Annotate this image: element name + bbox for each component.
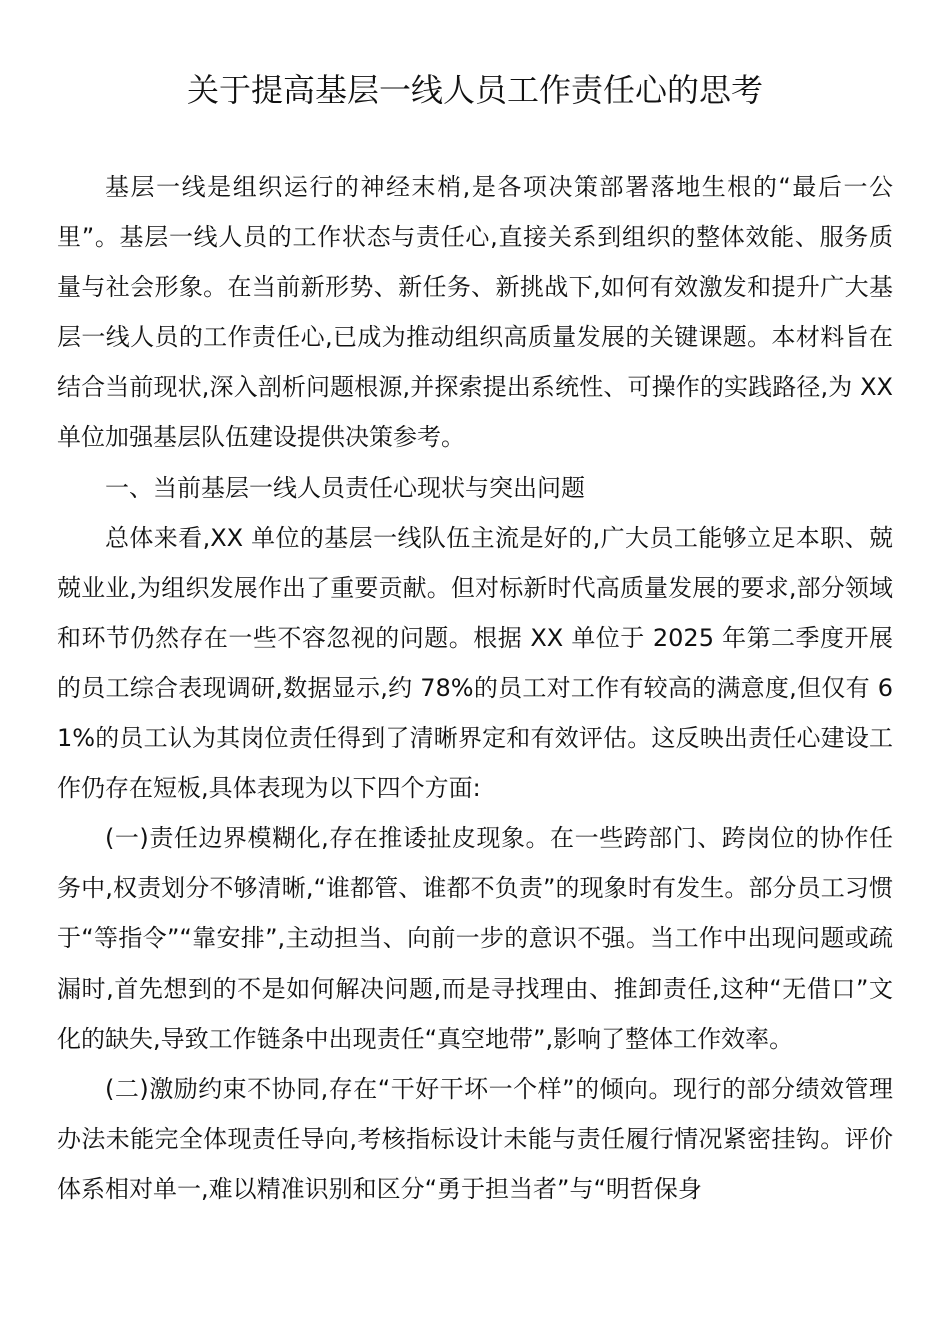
section-heading: 一、当前基层一线人员责任心现状与突出问题 [105,473,585,502]
intro-paragraph: 基层一线是组织运行的神经末梢,是各项决策部署落地生根的“最后一公里”。基层一线人员的工作状态与责任心,直接关系到组织的整体效能、服务质量与社会形象。在当前新形势、新任务、新挑战下,如何有效激发和提升广大基层一线人员的工作责任心,已成为推动组织高质量发展的关键课题。本材料旨在结合当前现状,深入剖析问题根源,并探索提出系统性、可操作的实践路径,为 XX 单位加强基层队伍建设提供决策参考。 [57,173,893,452]
issue-1-paragraph: (一)责任边界模糊化,存在推诿扯皮现象。在一些跨部门、跨岗位的协作任务中,权责划分不够清晰,“谁都管、谁都不负责”的现象时有发生。部分员工习惯于“等指令”“靠安排”,主动担当、向前一步的意识不强。当工作中出现问题或疏漏时,首先想到的不是如何解决问题,而是寻找理由、推卸责任,这种“无借口”文化的缺失,导致工作链条中出现责任“真空地带”,影响了整体工作效率。 [57,824,893,1053]
document-title: 关于提高基层一线人员工作责任心的思考 [186,71,763,109]
issue-2-paragraph: (二)激励约束不协同,存在“干好干坏一个样”的倾向。现行的部分绩效管理办法未能完全体现责任导向,考核指标设计未能与责任履行情况紧密挂钩。评价体系相对单一,难以精准识别和区分“勇于担当者”与“明哲保身 [57,1074,893,1203]
document-body [57,162,893,1214]
overview-paragraph: 总体来看,XX 单位的基层一线队伍主流是好的,广大员工能够立足本职、兢兢业业,为组织发展作出了重要贡献。但对标新时代高质量发展的要求,部分领域和环节仍然存在一些不容忽视的问题。根据 XX 单位于 2025 年第二季度开展的员工综合表现调研,数据显示,约 78%的员工对工作有较高的满意度,但仅有 61%的员工认为其岗位责任得到了清晰界定和有效评估。这反映出责任心建设工作仍存在短板,具体表现为以下四个方面: [57,523,893,803]
